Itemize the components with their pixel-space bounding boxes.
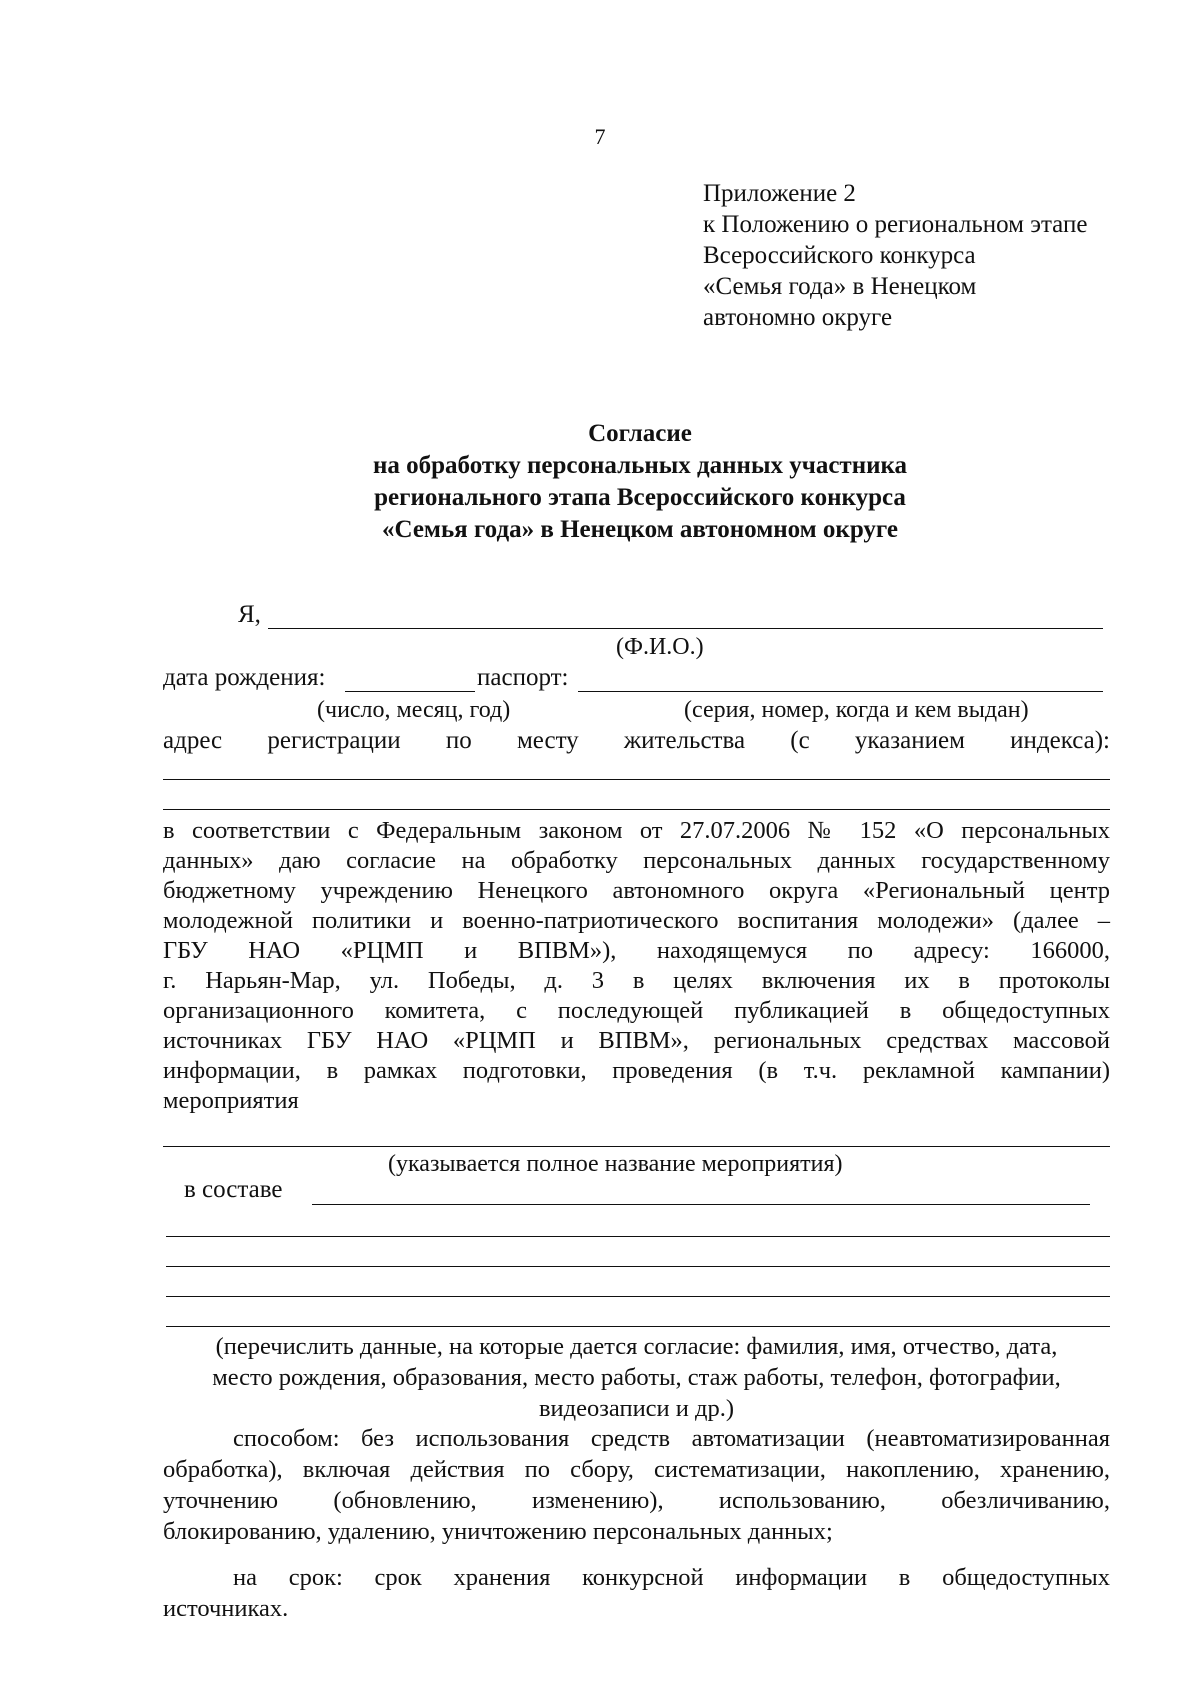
composition-field-line-2[interactable]: [166, 1236, 1110, 1237]
paragraph-line: г. Нарьян-Мар, ул. Победы, д. 3 в целях включения их в протоколы: [163, 967, 1110, 994]
method-line: блокированию, удалению, уничтожению персональных данных;: [163, 1518, 833, 1545]
passport-field-line[interactable]: [578, 691, 1103, 692]
birth-date-label: дата рождения:: [163, 664, 326, 691]
paragraph-line: организационного комитета, с последующей публикацией в общедоступных: [163, 997, 1110, 1024]
composition-label: в составе: [184, 1176, 283, 1203]
event-name-field-line[interactable]: [163, 1146, 1110, 1147]
address-field-line-1[interactable]: [163, 779, 1110, 780]
paragraph-line: бюджетному учреждению Ненецкого автономного округа «Региональный центр: [163, 877, 1110, 904]
fio-field-line[interactable]: [268, 628, 1103, 629]
appendix-line: Приложение 2: [703, 180, 856, 207]
appendix-line: к Положению о региональном этапе: [703, 211, 1088, 238]
composition-field-line-4[interactable]: [166, 1296, 1110, 1297]
paragraph-line: данных» даю согласие на обработку персональных данных государственному: [163, 847, 1110, 874]
composition-field-line-3[interactable]: [166, 1266, 1110, 1267]
paragraph-line: мероприятия: [163, 1087, 299, 1114]
method-line: обработка), включая действия по сбору, систематизации, накоплению, хранению,: [163, 1456, 1110, 1483]
paragraph-line: информации, в рамках подготовки, проведения (в т.ч. рекламной кампании): [163, 1057, 1110, 1084]
term-line: источниках.: [163, 1595, 289, 1622]
appendix-header: [703, 178, 1087, 333]
address-field-line-2[interactable]: [163, 809, 1110, 810]
title-line: «Семья года» в Ненецком автономном округе: [381, 516, 899, 543]
paragraph-line: ГБУ НАО «РЦМП и ВПВМ»), находящемуся по адресу: 166000,: [163, 937, 1110, 964]
address-label: адрес регистрации по месту жительства (с указанием индекса):: [163, 727, 1110, 754]
i-label: Я,: [238, 601, 261, 628]
composition-field-line-1[interactable]: [312, 1204, 1090, 1205]
appendix-line: автономно округе: [703, 304, 893, 331]
paragraph-line: молодежной политики и военно-патриотического воспитания молодежи» (далее –: [163, 907, 1110, 934]
caption-line: (перечислить данные, на которые дается согласие: фамилия, имя, отчество, дата,: [215, 1333, 1058, 1360]
passport-label: паспорт:: [477, 664, 569, 691]
appendix-line: Всероссийского конкурса: [703, 242, 976, 269]
composition-field-line-5[interactable]: [166, 1326, 1110, 1327]
data-list-caption: [163, 1331, 1110, 1424]
title-line: регионального этапа Всероссийского конкурса: [374, 484, 906, 511]
birth-date-caption: (число, месяц, год): [317, 697, 511, 723]
birth-date-field-line[interactable]: [345, 691, 475, 692]
caption-line: видеозаписи и др.): [538, 1395, 735, 1422]
event-name-caption: (указывается полное название мероприятия): [388, 1151, 843, 1177]
title-line: Согласие: [588, 420, 692, 447]
title-line: на обработку персональных данных участника: [372, 452, 908, 479]
caption-line: место рождения, образования, место работы, стаж работы, телефон, фотографии,: [212, 1364, 1061, 1391]
fio-caption: (Ф.И.О.): [616, 634, 704, 660]
page-number: 7: [594, 124, 606, 149]
passport-caption: (серия, номер, когда и кем выдан): [684, 697, 1029, 723]
method-line: способом: без использования средств автоматизации (неавтоматизированная: [233, 1425, 1110, 1452]
document-title: [0, 418, 1200, 546]
method-line: уточнению (обновлению, изменению), использованию, обезличиванию,: [163, 1487, 1110, 1514]
appendix-line: «Семья года» в Ненецком: [703, 273, 977, 300]
paragraph-line: в соответствии с Федеральным законом от 27.07.2006 № 152 «О персональных: [163, 817, 1110, 844]
term-line: на срок: срок хранения конкурсной информации в общедоступных: [233, 1564, 1110, 1591]
paragraph-line: источниках ГБУ НАО «РЦМП и ВПВМ», региональных средствах массовой: [163, 1027, 1110, 1054]
